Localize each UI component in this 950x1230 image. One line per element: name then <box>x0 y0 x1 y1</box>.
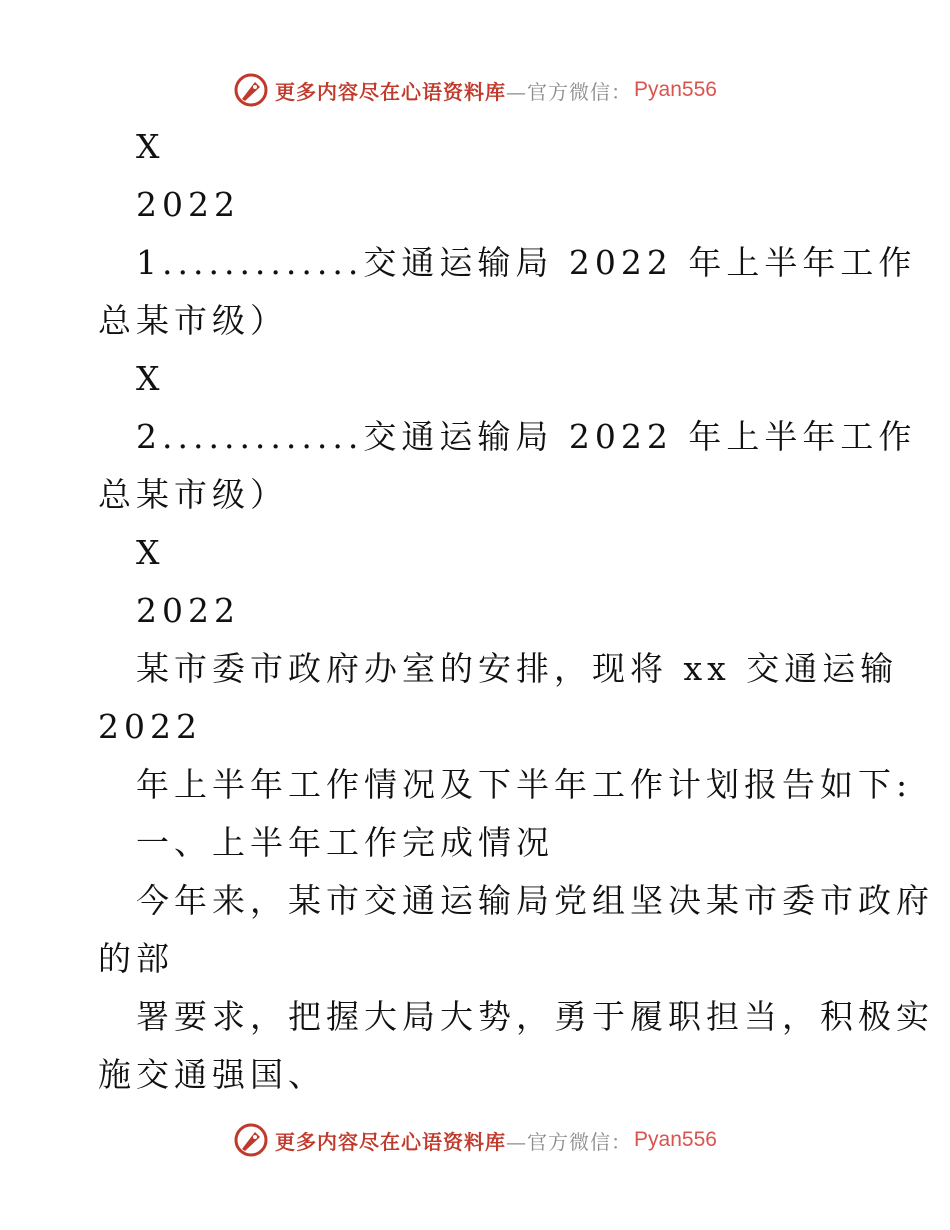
watermark-grey-text: —官方微信： <box>506 79 633 104</box>
doc-line: 2.............交通运输局 2022 年上半年工作 <box>136 417 917 456</box>
doc-line: 一、上半年工作完成情况 <box>136 823 554 862</box>
doc-line: 某市委市政府办室的安排，现将 xx 交通运输 <box>136 649 899 688</box>
doc-line: 1.............交通运输局 2022 年上半年工作 <box>136 243 917 282</box>
watermark-red-text: 更多内容尽在心语资料库 <box>275 79 507 104</box>
watermark-banner-bottom <box>0 1120 950 1160</box>
doc-line: 年上半年工作情况及下半年工作计划报告如下: <box>136 765 913 804</box>
doc-line: 2022 <box>136 591 240 630</box>
pen-nib-logo-icon <box>233 1122 269 1158</box>
watermark-banner-top <box>0 70 950 110</box>
document-body <box>98 118 934 1104</box>
watermark-wechat-id: Pyan556 <box>634 1128 717 1151</box>
doc-line: X <box>136 127 165 166</box>
doc-line: 的部 <box>98 939 174 978</box>
doc-line: 总某市级） <box>98 475 288 514</box>
doc-line: 施交通强国、 <box>98 1055 326 1094</box>
watermark-grey-text: —官方微信： <box>506 1129 633 1154</box>
pen-nib-logo-icon <box>233 72 269 108</box>
doc-line: X <box>136 359 165 398</box>
doc-line: 2022 <box>136 185 240 224</box>
watermark-wechat-id: Pyan556 <box>634 78 717 101</box>
doc-line: 署要求，把握大局大势，勇于履职担当，积极实 <box>136 997 934 1036</box>
doc-line: 总某市级） <box>98 301 288 340</box>
watermark-red-text: 更多内容尽在心语资料库 <box>275 1129 507 1154</box>
doc-line: X <box>136 533 165 572</box>
doc-line: 2022 <box>98 707 202 746</box>
doc-line: 今年来，某市交通运输局党组坚决某市委市政府 <box>136 881 934 920</box>
